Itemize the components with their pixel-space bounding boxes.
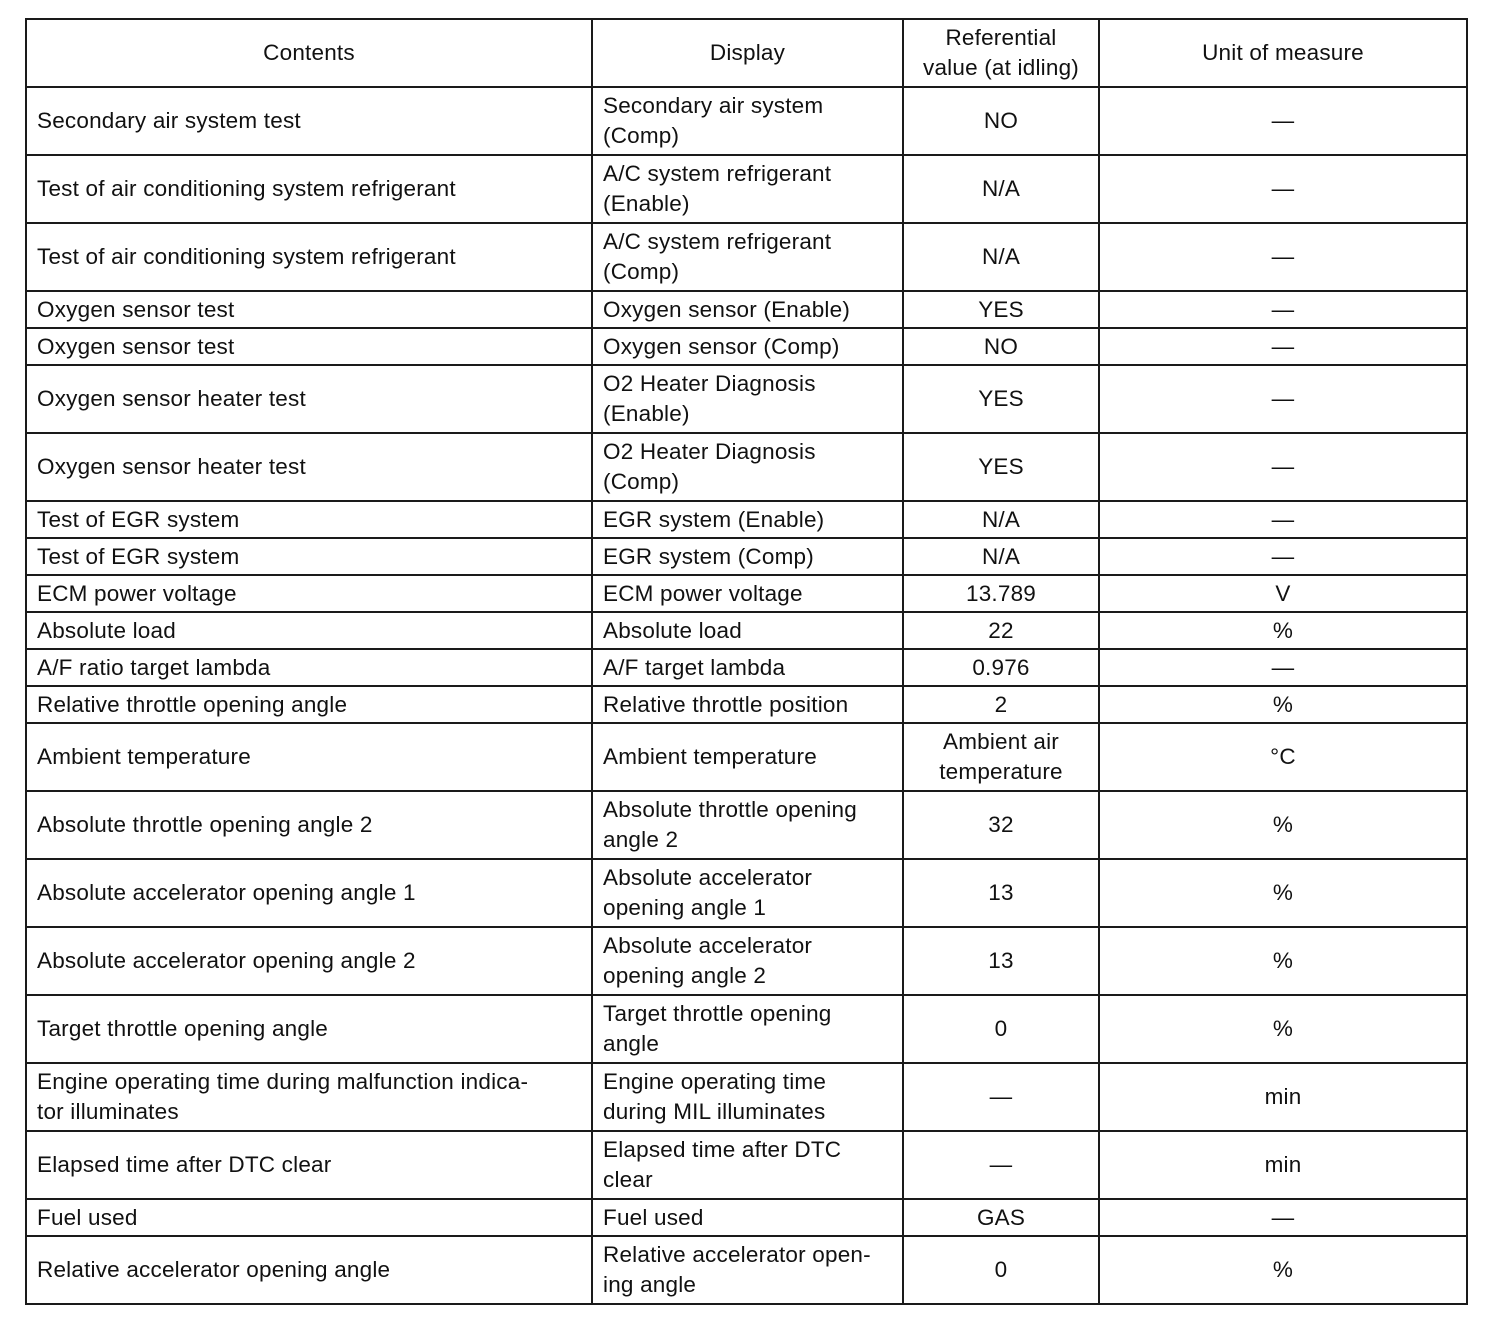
cell-contents-text: Fuel used (37, 1204, 138, 1230)
cell-display-text: A/C system refrigerant (Enable) (603, 161, 832, 216)
cell-referential-value-text: N/A (981, 244, 1021, 269)
cell-referential-value (903, 927, 1099, 995)
cell-unit (1099, 501, 1467, 538)
cell-unit (1099, 723, 1467, 791)
cell-contents-text: Relative throttle opening angle (37, 691, 348, 717)
cell-contents (26, 1063, 592, 1131)
cell-unit-text: % (1272, 1016, 1294, 1041)
cell-referential-value-text: 13 (988, 880, 1014, 905)
cell-unit-text: min (1264, 1152, 1302, 1177)
cell-unit-text: min (1264, 1084, 1302, 1109)
cell-unit (1099, 87, 1467, 155)
cell-contents (26, 1236, 592, 1304)
cell-unit-text: % (1272, 1257, 1294, 1282)
cell-contents (26, 433, 592, 501)
cell-display (592, 87, 903, 155)
cell-display (592, 1236, 903, 1304)
cell-display-text: Elapsed time after DTC clear (603, 1137, 842, 1192)
cell-unit (1099, 649, 1467, 686)
cell-referential-value-text: Ambient air temperature (939, 729, 1063, 784)
cell-contents-text: Absolute accelerator opening angle 2 (37, 948, 416, 973)
table-row (26, 927, 1467, 995)
cell-display-text: ECM power voltage (603, 580, 803, 606)
cell-display (592, 859, 903, 927)
cell-display-text: Relative accelerator open- ing angle (603, 1242, 871, 1297)
cell-display (592, 686, 903, 723)
cell-referential-value-text: NO (983, 333, 1019, 359)
cell-contents-text: Ambient temperature (37, 744, 251, 769)
cell-display (592, 995, 903, 1063)
cell-display-text: A/F target lambda (603, 654, 786, 680)
cell-referential-value (903, 575, 1099, 612)
cell-referential-value (903, 501, 1099, 538)
table-row (26, 365, 1467, 433)
table-row (26, 1131, 1467, 1199)
cell-referential-value-text: 13 (988, 948, 1014, 973)
cell-display (592, 291, 903, 328)
cell-unit (1099, 1131, 1467, 1199)
cell-referential-value-text: N/A (981, 176, 1021, 201)
cell-display-text: Engine operating time during MIL illuminates (603, 1069, 827, 1124)
cell-referential-value (903, 291, 1099, 328)
cell-contents (26, 723, 592, 791)
cell-display-text: Oxygen sensor (Enable) (603, 296, 851, 322)
table-row (26, 1236, 1467, 1304)
cell-referential-value-text: GAS (976, 1204, 1026, 1230)
cell-display-text: O2 Heater Diagnosis (Comp) (603, 439, 816, 494)
table-row (26, 1063, 1467, 1131)
cell-display (592, 433, 903, 501)
cell-contents-text: Test of air conditioning system refrigerant (37, 244, 456, 269)
table-row (26, 538, 1467, 575)
table-row (26, 433, 1467, 501)
cell-unit-text: V (1275, 580, 1291, 606)
cell-unit-text: — (1271, 454, 1295, 479)
cell-unit (1099, 365, 1467, 433)
cell-unit (1099, 1063, 1467, 1131)
cell-referential-value-text: YES (978, 296, 1024, 322)
cell-display-text: A/C system refrigerant (Comp) (603, 229, 832, 284)
table-row (26, 155, 1467, 223)
cell-unit-text: % (1272, 691, 1294, 717)
cell-referential-value (903, 1199, 1099, 1236)
cell-contents (26, 791, 592, 859)
cell-display-text: Absolute accelerator opening angle 1 (603, 865, 813, 920)
cell-contents-text: Oxygen sensor heater test (37, 454, 306, 479)
cell-referential-value-text: N/A (981, 506, 1021, 532)
cell-contents (26, 649, 592, 686)
cell-contents-text: Test of EGR system (37, 543, 240, 569)
cell-contents-text: Absolute load (37, 617, 176, 643)
cell-contents-text: Absolute accelerator opening angle 1 (37, 880, 416, 905)
cell-unit-text: — (1271, 333, 1295, 359)
cell-display (592, 791, 903, 859)
cell-unit-text: % (1272, 948, 1294, 973)
cell-referential-value-text: YES (978, 454, 1024, 479)
cell-display (592, 575, 903, 612)
table-row (26, 575, 1467, 612)
cell-contents (26, 87, 592, 155)
cell-unit (1099, 859, 1467, 927)
table-row (26, 223, 1467, 291)
cell-referential-value-text: 22 (988, 617, 1014, 643)
cell-display-text: Secondary air system (Comp) (603, 93, 824, 148)
cell-display-text: EGR system (Enable) (603, 506, 825, 532)
cell-display-text: Ambient temperature (603, 744, 817, 769)
cell-display-text: O2 Heater Diagnosis (Enable) (603, 371, 816, 426)
cell-contents-text: Secondary air system test (37, 108, 301, 133)
cell-unit-text: % (1272, 617, 1294, 643)
cell-display (592, 927, 903, 995)
cell-unit-text: °C (1270, 744, 1296, 769)
cell-unit-text: % (1272, 880, 1294, 905)
cell-referential-value-text: — (989, 1152, 1013, 1177)
table-row (26, 501, 1467, 538)
cell-contents-text: Elapsed time after DTC clear (37, 1152, 332, 1177)
cell-contents (26, 612, 592, 649)
cell-referential-value (903, 155, 1099, 223)
cell-unit-text: % (1272, 812, 1294, 837)
cell-display (592, 1063, 903, 1131)
cell-referential-value-text: NO (983, 108, 1019, 133)
cell-display (592, 649, 903, 686)
cell-display (592, 1199, 903, 1236)
cell-unit-text: — (1271, 654, 1295, 680)
cell-referential-value (903, 1063, 1099, 1131)
cell-unit-text: — (1271, 543, 1295, 569)
cell-contents-text: Absolute throttle opening angle 2 (37, 812, 373, 837)
cell-referential-value (903, 859, 1099, 927)
cell-referential-value (903, 791, 1099, 859)
cell-referential-value-text: — (989, 1084, 1013, 1109)
cell-display-text: EGR system (Comp) (603, 543, 814, 569)
cell-display (592, 328, 903, 365)
header-contents: Contents (26, 19, 592, 87)
cell-display (592, 501, 903, 538)
cell-display-text: Relative throttle position (603, 691, 849, 717)
cell-display-text: Oxygen sensor (Comp) (603, 333, 840, 359)
cell-unit (1099, 328, 1467, 365)
cell-referential-value (903, 433, 1099, 501)
cell-display-text: Absolute load (603, 617, 742, 643)
cell-referential-value (903, 995, 1099, 1063)
cell-display-text: Fuel used (603, 1204, 704, 1230)
cell-unit (1099, 612, 1467, 649)
cell-referential-value (903, 649, 1099, 686)
cell-display (592, 723, 903, 791)
cell-contents-text: Test of air conditioning system refrigerant (37, 176, 456, 201)
cell-referential-value (903, 328, 1099, 365)
cell-referential-value-text: 0 (994, 1016, 1008, 1041)
cell-referential-value-text: 2 (994, 691, 1008, 717)
cell-contents (26, 575, 592, 612)
cell-display (592, 538, 903, 575)
cell-referential-value-text: 32 (988, 812, 1014, 837)
cell-display (592, 155, 903, 223)
cell-unit (1099, 538, 1467, 575)
cell-unit (1099, 686, 1467, 723)
cell-contents-text: Oxygen sensor test (37, 296, 235, 322)
cell-contents (26, 995, 592, 1063)
cell-contents-text: Oxygen sensor heater test (37, 386, 306, 411)
cell-unit-text: — (1271, 296, 1295, 322)
table-row (26, 723, 1467, 791)
table-row (26, 612, 1467, 649)
cell-unit (1099, 223, 1467, 291)
cell-contents-text: Engine operating time during malfunction indica- tor illuminates (37, 1069, 529, 1124)
cell-unit-text: — (1271, 176, 1295, 201)
table-row (26, 328, 1467, 365)
table-row (26, 291, 1467, 328)
cell-referential-value (903, 223, 1099, 291)
cell-contents (26, 365, 592, 433)
cell-contents-text: Oxygen sensor test (37, 333, 235, 359)
cell-contents-text: Relative accelerator opening angle (37, 1257, 391, 1282)
cell-display (592, 365, 903, 433)
cell-referential-value (903, 1236, 1099, 1304)
cell-display (592, 223, 903, 291)
cell-contents (26, 686, 592, 723)
cell-contents (26, 1131, 592, 1199)
cell-contents-text: Test of EGR system (37, 506, 240, 532)
cell-unit (1099, 433, 1467, 501)
cell-unit-text: — (1271, 506, 1295, 532)
cell-unit-text: — (1271, 1204, 1295, 1230)
cell-contents (26, 155, 592, 223)
cell-unit (1099, 927, 1467, 995)
cell-referential-value-text: YES (978, 386, 1024, 411)
cell-display-text: Absolute accelerator opening angle 2 (603, 933, 813, 988)
cell-display (592, 612, 903, 649)
cell-referential-value (903, 723, 1099, 791)
table-row (26, 859, 1467, 927)
cell-unit (1099, 291, 1467, 328)
table-row (26, 87, 1467, 155)
cell-referential-value-text: N/A (981, 543, 1021, 569)
cell-contents (26, 1199, 592, 1236)
cell-contents (26, 328, 592, 365)
data-table (25, 18, 1468, 1305)
cell-contents-text: ECM power voltage (37, 580, 237, 606)
cell-unit (1099, 995, 1467, 1063)
cell-unit-text: — (1271, 108, 1295, 133)
cell-unit (1099, 155, 1467, 223)
cell-referential-value (903, 612, 1099, 649)
table-row (26, 1199, 1467, 1236)
cell-contents (26, 291, 592, 328)
header-unit-of-measure: Unit of measure (1099, 19, 1467, 87)
cell-contents (26, 223, 592, 291)
cell-referential-value (903, 538, 1099, 575)
cell-contents (26, 859, 592, 927)
cell-display (592, 1131, 903, 1199)
cell-contents (26, 538, 592, 575)
cell-contents (26, 927, 592, 995)
cell-unit (1099, 1236, 1467, 1304)
cell-display-text: Target throttle opening angle (603, 1001, 832, 1056)
cell-unit-text: — (1271, 244, 1295, 269)
cell-contents (26, 501, 592, 538)
cell-referential-value (903, 365, 1099, 433)
cell-referential-value (903, 686, 1099, 723)
header-referential-value: Referential value (at idling) (903, 19, 1099, 87)
cell-contents-text: Target throttle opening angle (37, 1016, 329, 1041)
table-row (26, 649, 1467, 686)
header-row (26, 19, 1467, 87)
cell-unit (1099, 575, 1467, 612)
cell-referential-value-text: 0 (994, 1257, 1008, 1282)
table-body (26, 87, 1467, 1304)
cell-referential-value-text: 13.789 (965, 580, 1037, 606)
cell-unit (1099, 791, 1467, 859)
cell-unit (1099, 1199, 1467, 1236)
table-row (26, 995, 1467, 1063)
cell-unit-text: — (1271, 386, 1295, 411)
cell-referential-value-text: 0.976 (972, 654, 1030, 680)
table-row (26, 686, 1467, 723)
table-row (26, 791, 1467, 859)
cell-referential-value (903, 87, 1099, 155)
cell-referential-value (903, 1131, 1099, 1199)
header-display: Display (592, 19, 903, 87)
cell-contents-text: A/F ratio target lambda (37, 654, 271, 680)
cell-display-text: Absolute throttle opening angle 2 (603, 797, 857, 852)
